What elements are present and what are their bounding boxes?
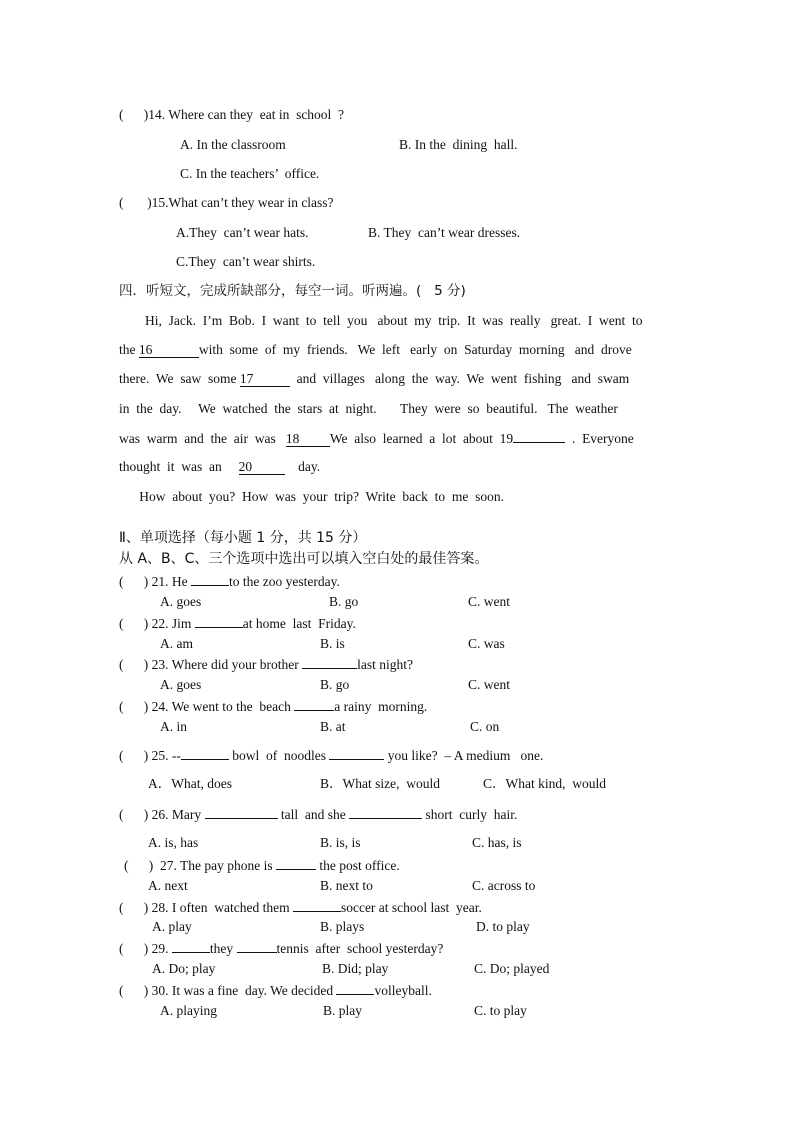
option-a: A. playing xyxy=(160,1003,217,1018)
answer-blank xyxy=(349,806,422,819)
answer-blank xyxy=(302,656,357,669)
option-c: C. was xyxy=(468,636,505,651)
question-30 xyxy=(119,982,432,999)
passage-line-1: Hi, Jack. I’m Bob. I want to tell you about my trip. It was really great. I went to xyxy=(145,313,643,328)
answer-paren: ( ) xyxy=(119,900,149,915)
passage-line-7: How about you? How was your trip? Write back to me soon. xyxy=(119,489,505,504)
question-stem: 15.What can’t they wear in class? xyxy=(151,195,334,210)
question-stem: short curly hair. xyxy=(422,807,518,822)
passage-text: with some of my friends. We left early on Saturday morning and drove xyxy=(198,342,632,357)
question-27 xyxy=(124,857,400,874)
passage-line-5 xyxy=(119,430,634,447)
answer-blank xyxy=(205,806,278,819)
option-a: A. Do; play xyxy=(152,961,216,976)
question-stem: a rainy morning. xyxy=(334,699,428,714)
question-22 xyxy=(119,615,356,632)
question-stem: volleyball. xyxy=(374,983,432,998)
blank-18: 18 xyxy=(286,432,330,447)
question-stem: the post office. xyxy=(315,858,400,873)
answer-paren: ( ) xyxy=(119,748,149,763)
question-21 xyxy=(119,573,340,590)
question-stem: 14. Where can they eat in school ? xyxy=(148,107,345,122)
answer-blank xyxy=(172,940,210,953)
option-c: C. In the teachers’ office. xyxy=(180,166,320,181)
passage-line-6 xyxy=(119,459,320,475)
option-c: C.They can’t wear shirts. xyxy=(176,254,316,269)
option-c: C. across to xyxy=(472,878,536,893)
answer-paren: ( ) xyxy=(119,807,149,822)
option-a: A. next xyxy=(148,878,188,893)
option-b: B. plays xyxy=(320,919,365,934)
option-a: A. In the classroom xyxy=(180,137,286,152)
question-stem: 22. Jim xyxy=(148,616,195,631)
question-stem: 23. Where did your brother xyxy=(148,657,303,672)
option-b: B. next to xyxy=(320,878,373,893)
option-c: C. went xyxy=(468,594,510,609)
answer-blank xyxy=(293,899,341,912)
option-b: B. is, is xyxy=(320,835,361,850)
answer-blank xyxy=(195,615,243,628)
option-b: B. In the dining hall. xyxy=(399,137,518,152)
answer-blank xyxy=(336,982,374,995)
option-a: A.They can’t wear hats. xyxy=(176,225,309,240)
blank-17: 17 xyxy=(240,372,290,387)
answer-paren: ( ) xyxy=(119,616,149,631)
option-b: B．What size, would xyxy=(320,776,440,791)
question-stem: soccer at school last year. xyxy=(340,900,482,915)
section-2-heading: Ⅱ、单项选择（每小题 1 分，共 15 分） xyxy=(119,530,367,546)
option-b: B. They can’t wear dresses. xyxy=(368,225,521,240)
option-d: D. to play xyxy=(476,919,530,934)
option-b: B. is xyxy=(320,636,345,651)
passage-text: We also learned a lot about 19 xyxy=(329,431,514,446)
question-stem: 28. I often watched them xyxy=(148,900,293,915)
question-stem: 21. He xyxy=(148,574,191,589)
question-stem: to the zoo yesterday. xyxy=(229,574,340,589)
question-23 xyxy=(119,656,413,673)
passage-line-4: in the day. We watched the stars at night. They were so beautiful. The weather xyxy=(119,401,618,416)
section-2-instruction: 从 A、B、C、三个选项中选出可以填入空白处的最佳答案。 xyxy=(119,551,489,567)
answer-blank xyxy=(276,857,316,870)
passage-text: . Everyone xyxy=(565,431,634,446)
answer-paren: ( ) xyxy=(124,858,154,873)
question-26 xyxy=(119,806,517,823)
question-14 xyxy=(119,107,344,123)
passage-text: the xyxy=(119,342,139,357)
answer-paren: ( ) xyxy=(119,657,149,672)
question-stem: 26. Mary xyxy=(148,807,205,822)
passage-text: day. xyxy=(284,459,321,474)
passage-text: thought it was an xyxy=(119,459,239,474)
answer-paren: ( ) xyxy=(119,983,149,998)
option-a: A. am xyxy=(160,636,193,651)
option-b: B. Did; play xyxy=(322,961,389,976)
answer-blank xyxy=(237,940,277,953)
option-a: A. play xyxy=(152,919,192,934)
blank-16: 16 xyxy=(139,343,199,358)
option-c: C. on xyxy=(470,719,500,734)
option-b: B. go xyxy=(329,594,359,609)
passage-text: there. We saw some xyxy=(119,371,240,386)
answer-paren: ( ) xyxy=(119,195,152,210)
question-stem: you like? – A medium one. xyxy=(384,748,544,763)
question-stem: 25. -- xyxy=(148,748,181,763)
answer-blank xyxy=(191,573,229,586)
answer-blank xyxy=(181,747,229,760)
option-c: C. went xyxy=(468,677,510,692)
option-c: C. to play xyxy=(474,1003,527,1018)
passage-line-2 xyxy=(119,342,632,358)
option-a: A. goes xyxy=(160,677,202,692)
question-stem: last night? xyxy=(357,657,413,672)
passage-text: and villages along the way. We went fishing and swam xyxy=(289,371,630,386)
option-a: A．What, does xyxy=(148,776,232,791)
question-stem: 29. xyxy=(148,941,172,956)
answer-paren: ( ) xyxy=(119,574,149,589)
section-4-heading: 四．听短文，完成所缺部分，每空一词。听两遍。( 5 分) xyxy=(119,283,466,299)
option-a: A. in xyxy=(160,719,187,734)
question-28 xyxy=(119,899,482,916)
question-stem: bowl of noodles xyxy=(228,748,330,763)
answer-paren: ( ) xyxy=(119,941,149,956)
question-24 xyxy=(119,698,427,715)
answer-blank xyxy=(329,747,384,760)
question-stem: they xyxy=(209,941,237,956)
option-b: B. go xyxy=(320,677,350,692)
option-c: C. Do; played xyxy=(474,961,550,976)
question-29 xyxy=(119,940,443,957)
question-stem: tennis after school yesterday? xyxy=(276,941,444,956)
passage-line-3 xyxy=(119,371,629,387)
blank-19 xyxy=(513,430,565,443)
option-a: A. goes xyxy=(160,594,202,609)
question-stem: 24. We went to the beach xyxy=(148,699,295,714)
question-15 xyxy=(119,195,334,211)
option-c: C．What kind, would xyxy=(483,776,606,791)
answer-paren: ( ) xyxy=(119,107,149,122)
option-b: B. at xyxy=(320,719,346,734)
passage-text: was warm and the air was xyxy=(119,431,286,446)
question-stem: tall and she xyxy=(277,807,350,822)
option-c: C. has, is xyxy=(472,835,522,850)
question-stem: 30. It was a fine day. We decided xyxy=(148,983,337,998)
blank-20: 20 xyxy=(239,460,285,475)
option-a: A. is, has xyxy=(148,835,199,850)
answer-blank xyxy=(294,698,334,711)
question-25 xyxy=(119,747,543,764)
option-b: B. play xyxy=(323,1003,362,1018)
question-stem: 27. The pay phone is xyxy=(153,858,276,873)
question-stem: at home last Friday. xyxy=(242,616,356,631)
answer-paren: ( ) xyxy=(119,699,149,714)
